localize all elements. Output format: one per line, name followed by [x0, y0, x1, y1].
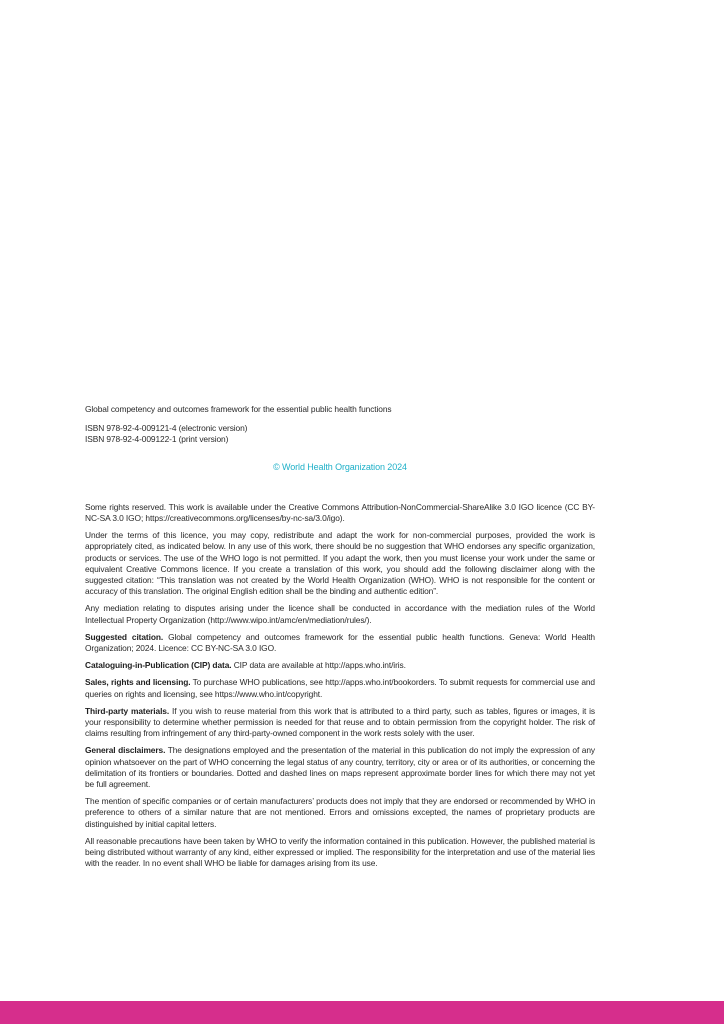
paragraph-text: Under the terms of this licence, you may copy, redistribute and adapt the work for non-commercial purposes, provided the work is appropriately cited, as indicated below. In any use of this work, there should be no suggestion that WHO endorses any specific organization, products or services. The use of the WHO logo is not permitted. If you adapt the work, then you must license your work under the same or equivalent Creative Commons licence. If you create a translation of this work, you should add the following disclaimer along with the suggested citation: “This translation was not created by the World Health Organization (WHO). WHO is not responsible for the content or accuracy of this translation. The original English edition shall be the binding and authentic edition”.	[85, 530, 595, 597]
paragraph-text: All reasonable precautions have been taken by WHO to verify the information contained in this publication. However, the published material is being distributed without warranty of any kind, either expressed or implied. The responsibility for the interpretation and use of the material lies with the reader. In no event shall WHO be liable for damages arising from its use.	[85, 835, 595, 869]
paragraph-text: To purchase WHO publications, see http://apps.who.int/bookorders. To submit requests for commercial use and queries on rights and licensing, see https://www.who.int/copyright.	[85, 677, 595, 699]
paragraph-heading: Cataloguing-in-Publication (CIP) data.	[85, 660, 232, 671]
isbn-print: ISBN 978-92-4-009122-1 (print version)	[85, 434, 229, 445]
paragraph-rights-reserved	[85, 502, 595, 524]
paragraph-suggested-citation	[85, 632, 595, 654]
paragraph-text: The mention of specific companies or of certain manufacturers’ products does not imply that they are endorsed or recommended by WHO in preference to others of a similar nature that are not mentioned. Errors and omissions excepted, the names of proprietary products are distinguished by initial capital letters.	[85, 796, 595, 829]
copyright-page-content	[85, 404, 595, 876]
paragraph-manufacturers	[85, 796, 595, 830]
isbn-block	[85, 423, 595, 445]
paragraph-third-party	[85, 706, 595, 740]
copyright-notice: © World Health Organization 2024	[273, 461, 407, 472]
paragraph-sales-rights	[85, 677, 595, 699]
paragraph-text: Global competency and outcomes framework for the essential public health functions. Geneva: World Health Organization; 2024. Licence: CC BY-NC-SA 3.0 IGO.	[85, 631, 595, 654]
paragraph-heading: Sales, rights and licensing.	[85, 677, 191, 688]
paragraph-mediation	[85, 603, 595, 625]
paragraph-heading: Third-party materials.	[85, 705, 170, 716]
paragraph-text: Any mediation relating to disputes arising under the licence shall be conducted in accordance with the mediation rules of the World Intellectual Property Organization (http://www.wipo.int/amc/en/mediation/rules/).	[85, 603, 595, 625]
paragraph-text: The designations employed and the presentation of the material in this publication do not imply the expression of any opinion whatsoever on the part of WHO concerning the legal status of any country, territory, city or area or of its authorities, or concerning the delimitation of its frontiers or boundaries. Dotted and dashed lines on maps represent approximate border lines for which there may not yet be full agreement.	[85, 745, 595, 790]
footer-color-bar	[0, 1001, 724, 1024]
paragraph-text: Some rights reserved. This work is available under the Creative Commons Attribution-NonCommercial-ShareAlike 3.0 IGO licence (CC BY-NC-SA 3.0 IGO; https://creativecommons.org/licenses/by-nc-sa/3.0/igo).	[85, 501, 595, 524]
publication-title-line: Global competency and outcomes framework for the essential public health functions	[85, 404, 392, 414]
paragraph-heading: Suggested citation.	[85, 631, 164, 642]
paragraph-precautions	[85, 836, 595, 870]
paragraph-text: CIP data are available at http://apps.who.int/iris.	[233, 660, 406, 671]
paragraph-heading: General disclaimers.	[85, 745, 166, 756]
paragraph-text: If you wish to reuse material from this work that is attributed to a third party, such as tables, figures or images, it is your responsibility to determine whether permission is needed for that reuse and to obtain permission from the copyright holder. The risk of claims resulting from infringement of any third-party-owned component in the work rests solely with the user.	[85, 705, 595, 739]
paragraph-licence-terms	[85, 530, 595, 597]
isbn-electronic: ISBN 978-92-4-009121-4 (electronic version)	[85, 423, 248, 434]
paragraph-general-disclaimers	[85, 745, 595, 790]
paragraph-cip-data	[85, 660, 595, 671]
